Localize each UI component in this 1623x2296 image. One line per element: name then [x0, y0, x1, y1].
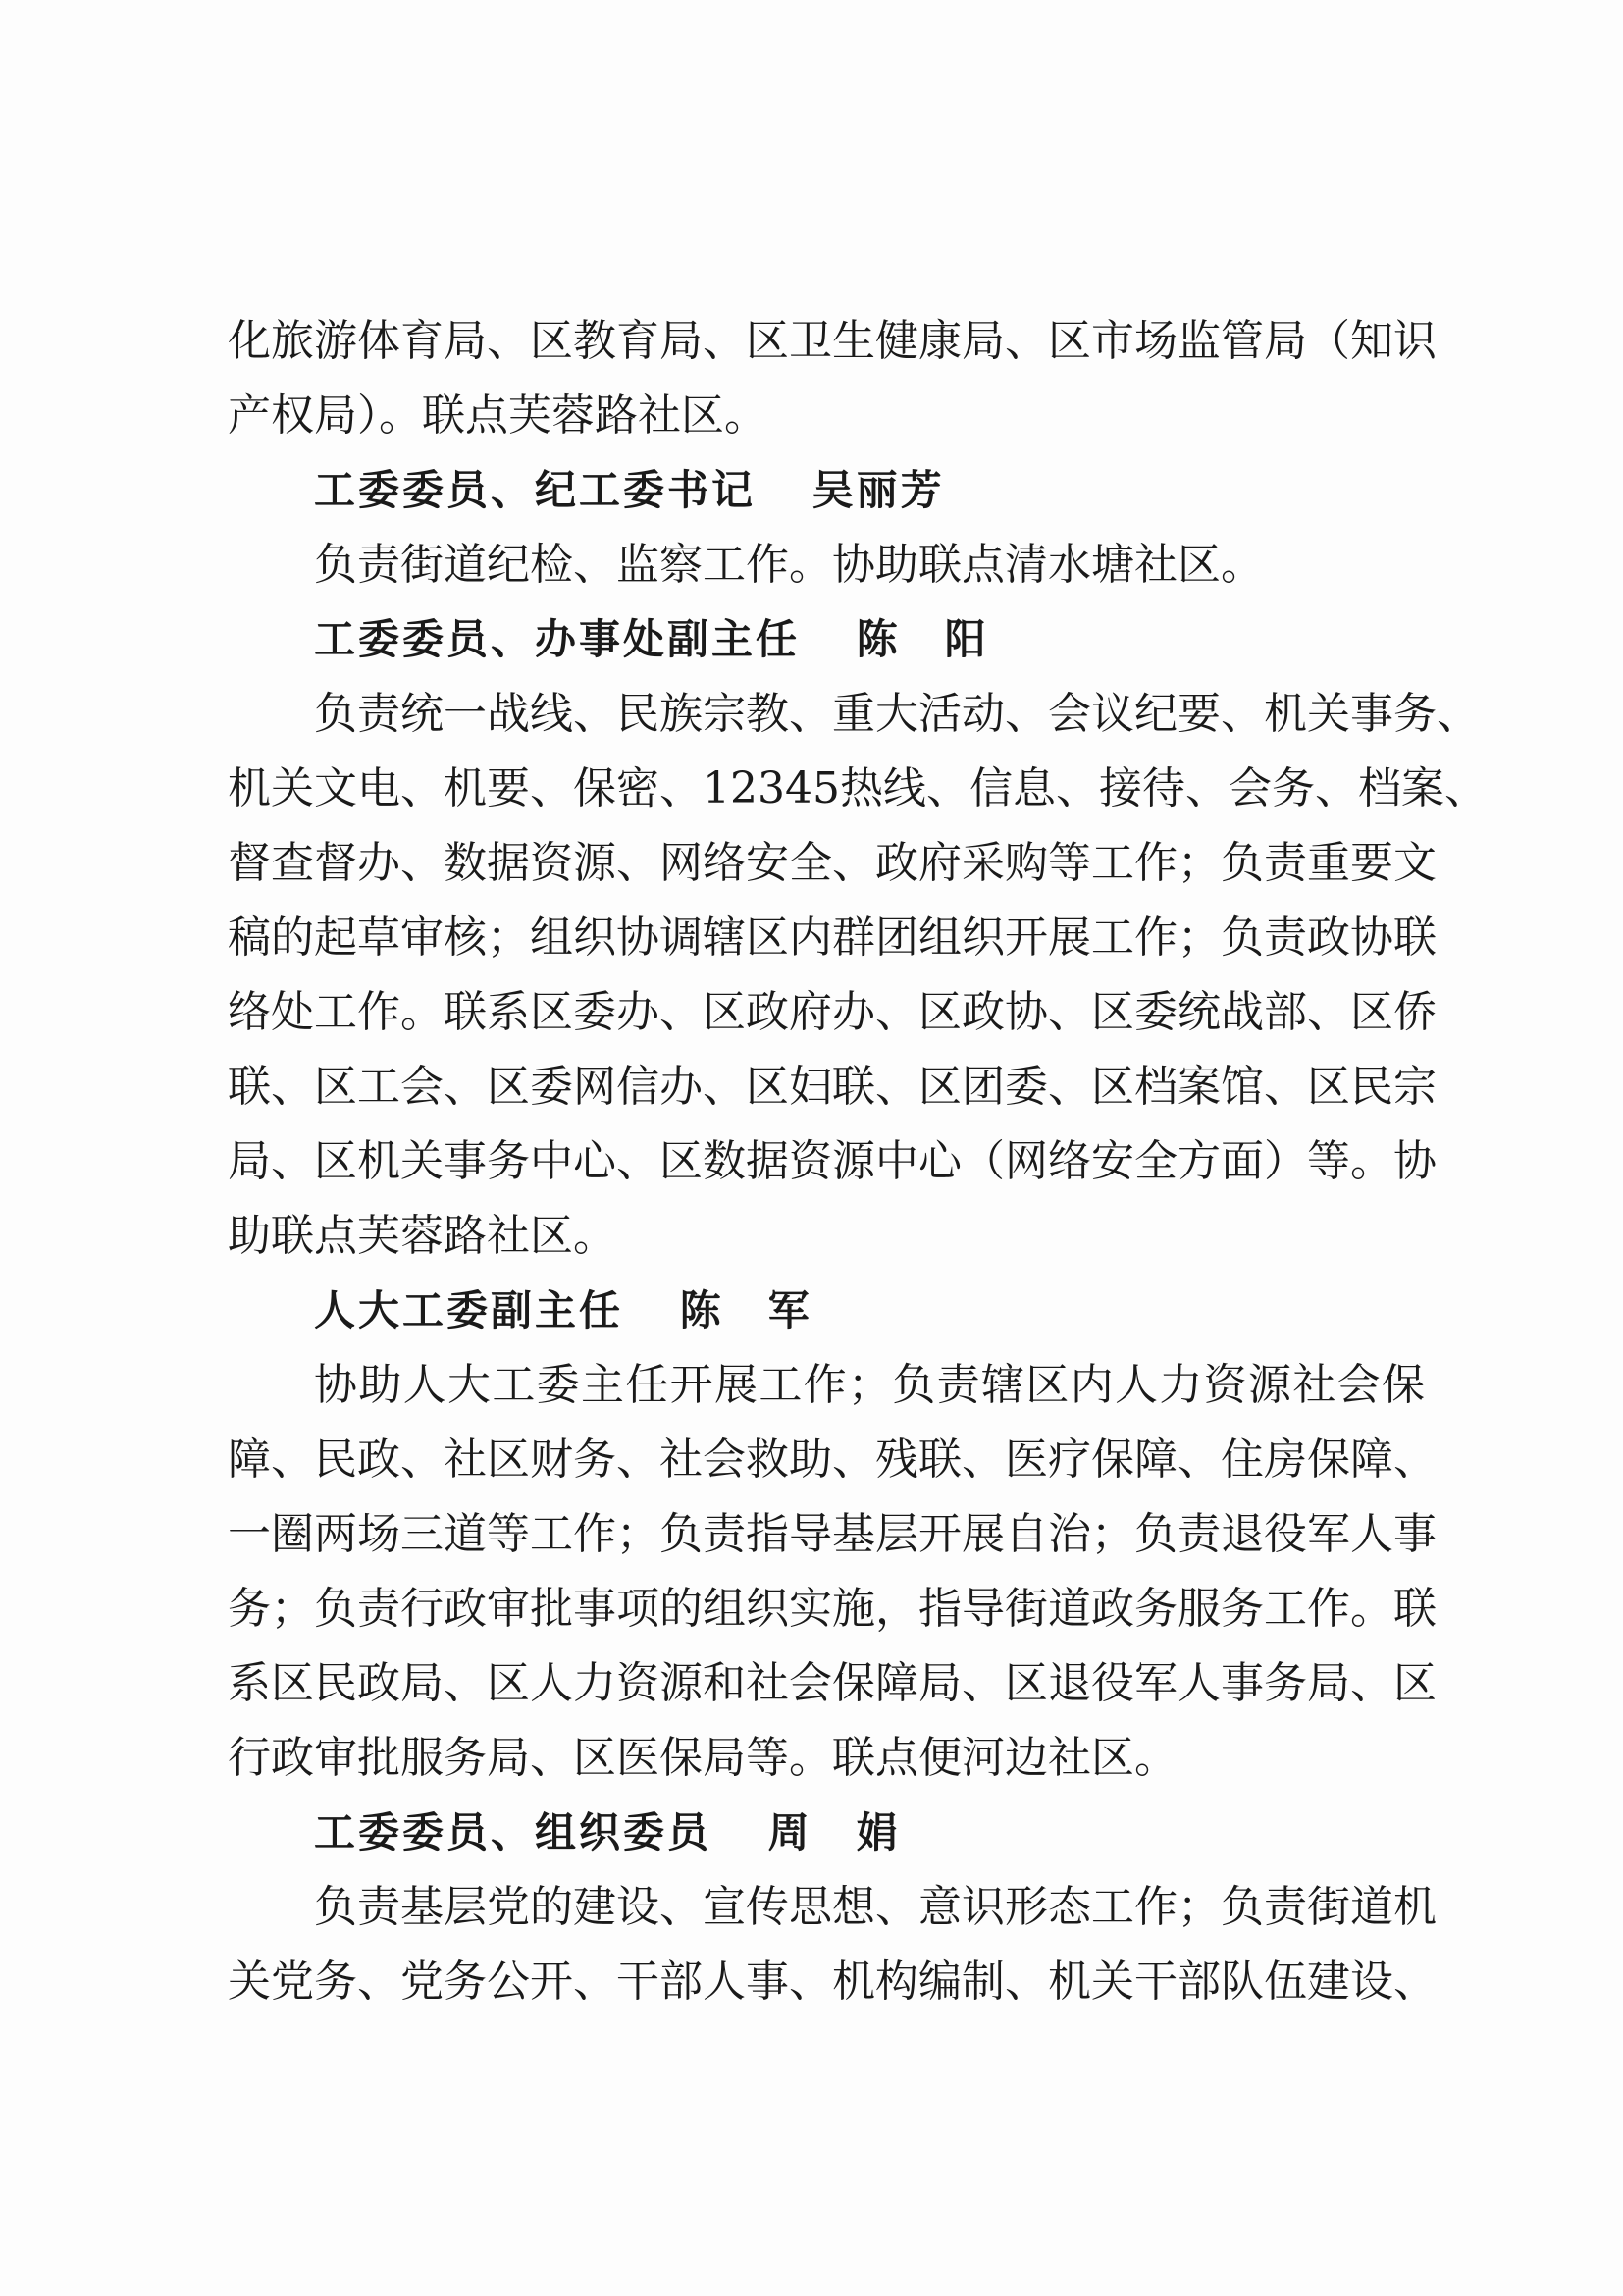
text-line: 助联点芙蓉路社区。	[228, 1211, 616, 1261]
text-line: 一圈两场三道等工作；负责指导基层开展自治；负责退役军人事	[228, 1509, 1437, 1559]
heading-title: 工委委员、组织委员	[314, 1808, 712, 1856]
section-heading	[228, 453, 1425, 528]
text-line: 务；负责行政审批事项的组织实施，指导街道政务服务工作。联	[228, 1584, 1437, 1634]
heading-person-name: 陈 军	[679, 1286, 812, 1334]
text-line: 局、区机关事务中心、区数据资源中心（网络安全方面）等。协	[228, 1136, 1437, 1186]
text-line: 系区民政局、区人力资源和社会保障局、区退役军人事务局、区	[228, 1658, 1437, 1708]
text-line: 负责统一战线、民族宗教、重大活动、会议纪要、机关事务、	[314, 689, 1480, 739]
text-line: 行政审批服务局、区医保局等。联点便河边社区。	[228, 1733, 1178, 1783]
heading-title: 工委委员、办事处副主任	[314, 615, 801, 663]
text-line: 协助人大工委主任开展工作；负责辖区内人力资源社会保	[314, 1360, 1425, 1410]
text-line: 障、民政、社区财务、社会救助、残联、医疗保障、住房保障、	[228, 1435, 1437, 1485]
text-line: 络处工作。联系区委办、区政府办、区政协、区委统战部、区侨	[228, 987, 1437, 1037]
text-line: 机关文电、机要、保密、12345热线、信息、接待、会务、档案、	[228, 763, 1488, 813]
heading-title: 人大工委副主任	[314, 1286, 624, 1334]
section-heading	[228, 602, 1425, 677]
text-line: 化旅游体育局、区教育局、区卫生健康局、区市场监管局（知识	[228, 316, 1437, 366]
section-heading	[228, 1274, 1425, 1348]
heading-title: 工委委员、纪工委书记	[314, 466, 757, 514]
text-line: 督查督办、数据资源、网络安全、政府采购等工作；负责重要文	[228, 838, 1437, 888]
text-line: 关党务、党务公开、干部人事、机构编制、机关干部队伍建设、	[228, 1957, 1437, 2007]
document-body	[228, 304, 1488, 2019]
text-line: 联、区工会、区委网信办、区妇联、区团委、区档案馆、区民宗	[228, 1062, 1437, 1112]
text-line: 稿的起草审核；组织协调辖区内群团组织开展工作；负责政协联	[228, 913, 1437, 963]
text-line: 产权局）。联点芙蓉路社区。	[228, 391, 767, 441]
heading-person-name: 陈 阳	[856, 615, 989, 663]
text-line: 负责基层党的建设、宣传思想、意识形态工作；负责街道机	[314, 1882, 1437, 1932]
heading-person-name: 吴丽芳	[812, 466, 945, 514]
section-heading	[228, 1796, 1425, 1870]
heading-person-name: 周 娟	[767, 1808, 901, 1856]
text-line: 负责街道纪检、监察工作。协助联点清水塘社区。	[314, 540, 1264, 590]
